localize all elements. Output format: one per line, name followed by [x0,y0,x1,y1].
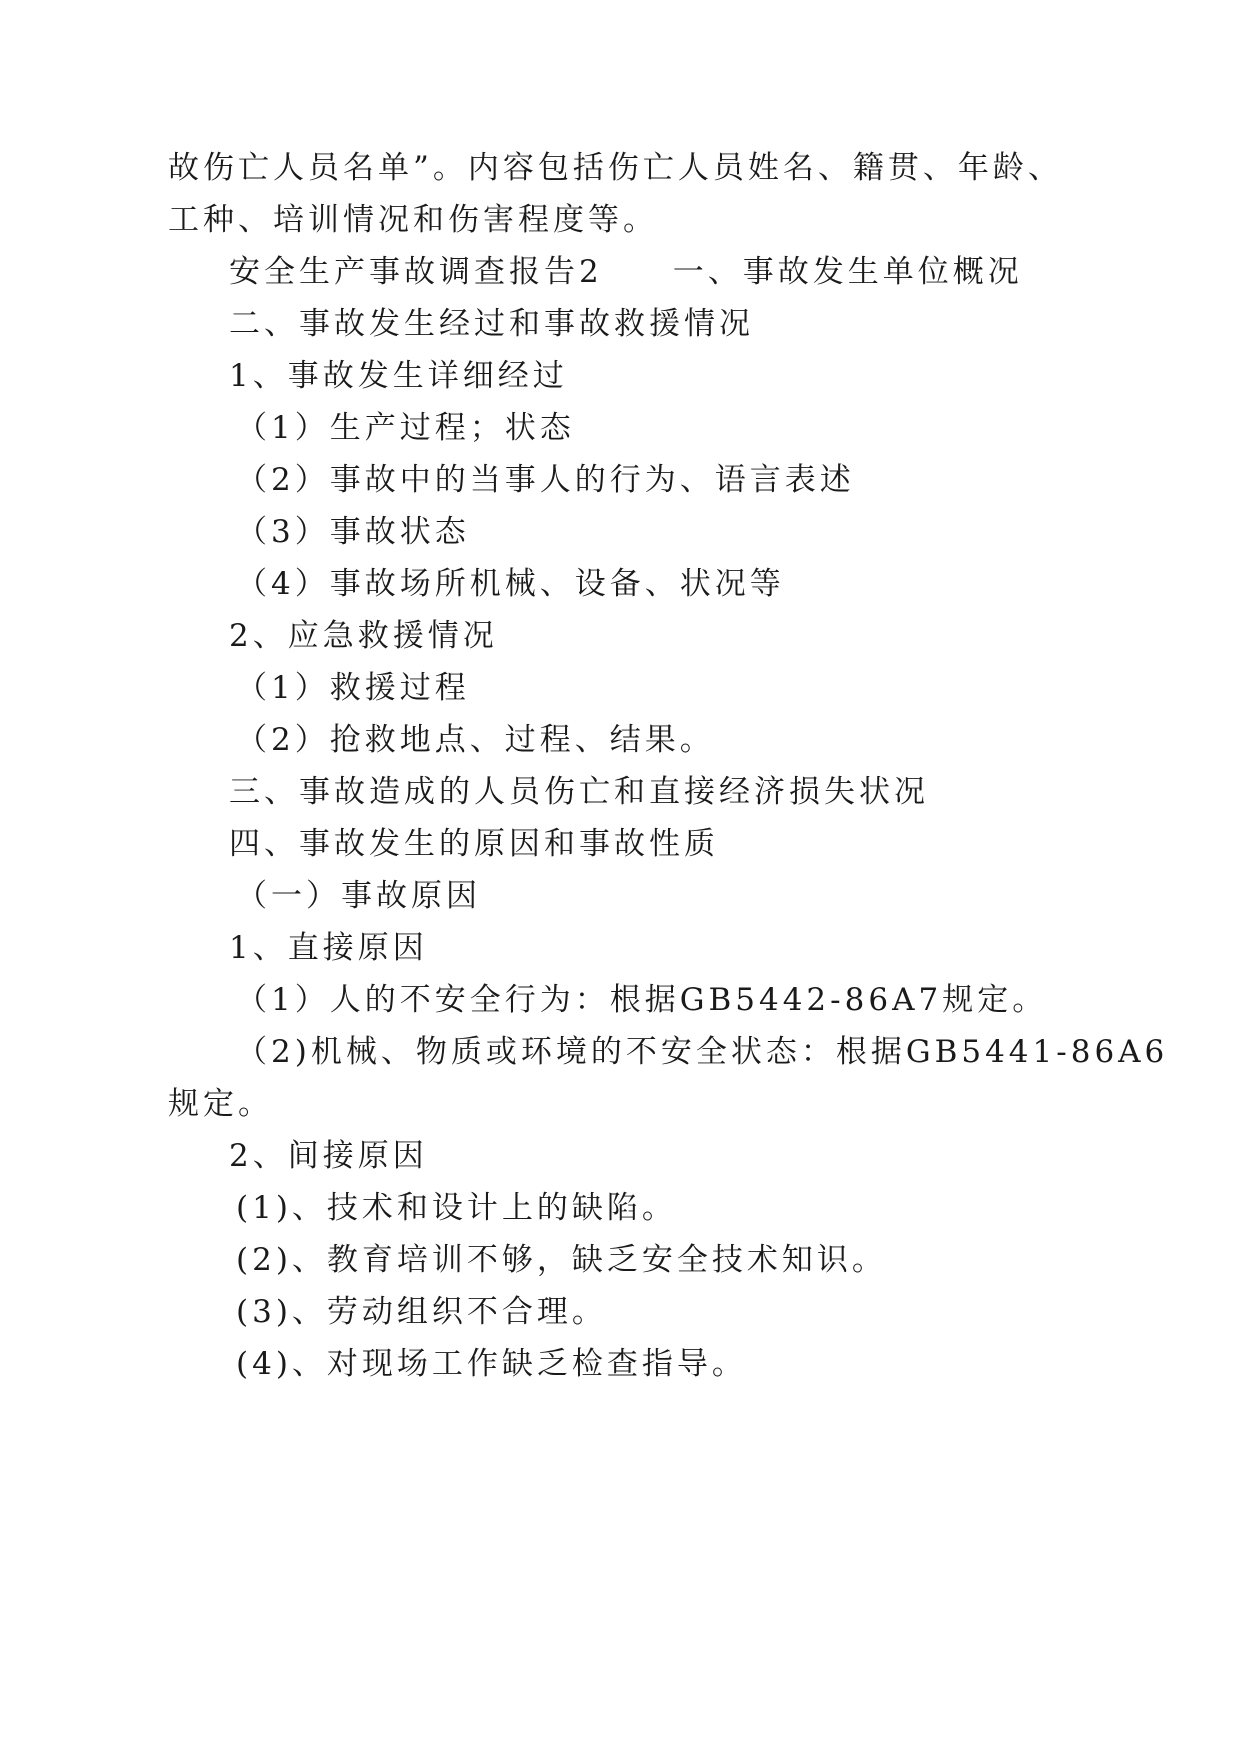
paragraph-line: 规定。 [168,1086,273,1122]
section-heading-3: 三、事故造成的人员伤亡和直接经济损失状况 [229,774,929,810]
subsection-heading: 1、直接原因 [229,930,428,966]
paragraph-line: 故伤亡人员名单”。内容包括伤亡人员姓名、籍贯、年龄、 [168,150,1063,186]
subsection-heading: （一）事故原因 [236,878,481,914]
list-item: （4）事故场所机械、设备、状况等 [236,566,785,602]
list-item: （3）事故状态 [236,514,470,550]
list-item: （2）事故中的当事人的行为、语言表述 [236,462,855,498]
list-item: （1）人的不安全行为：根据GB5442-86A7规定。 [236,982,1048,1018]
report-title-line [229,252,1023,292]
section-heading-1: 一、事故发生单位概况 [672,254,1023,290]
list-item: (3)、劳动组织不合理。 [236,1294,607,1330]
subsection-heading: 2、间接原因 [229,1138,428,1174]
list-item: （2）抢救地点、过程、结果。 [236,722,715,758]
subsection-heading: 2、应急救援情况 [229,618,498,654]
section-heading-2: 二、事故发生经过和事故救援情况 [229,306,754,342]
list-item: (4)、对现场工作缺乏检查指导。 [236,1346,747,1382]
list-item: （2)机械、物质或环境的不安全状态：根据GB5441-86A6 [236,1034,1169,1070]
list-item: (2)、教育培训不够，缺乏安全技术知识。 [236,1242,887,1278]
paragraph-line: 工种、培训情况和伤害程度等。 [168,202,658,238]
subsection-heading: 1、事故发生详细经过 [229,358,568,394]
report-title: 安全生产事故调查报告2 [229,254,603,290]
list-item: (1)、技术和设计上的缺陷。 [236,1190,677,1226]
section-heading-4: 四、事故发生的原因和事故性质 [229,826,719,862]
list-item: （1）救援过程 [236,670,470,706]
list-item: （1）生产过程；状态 [236,410,575,446]
